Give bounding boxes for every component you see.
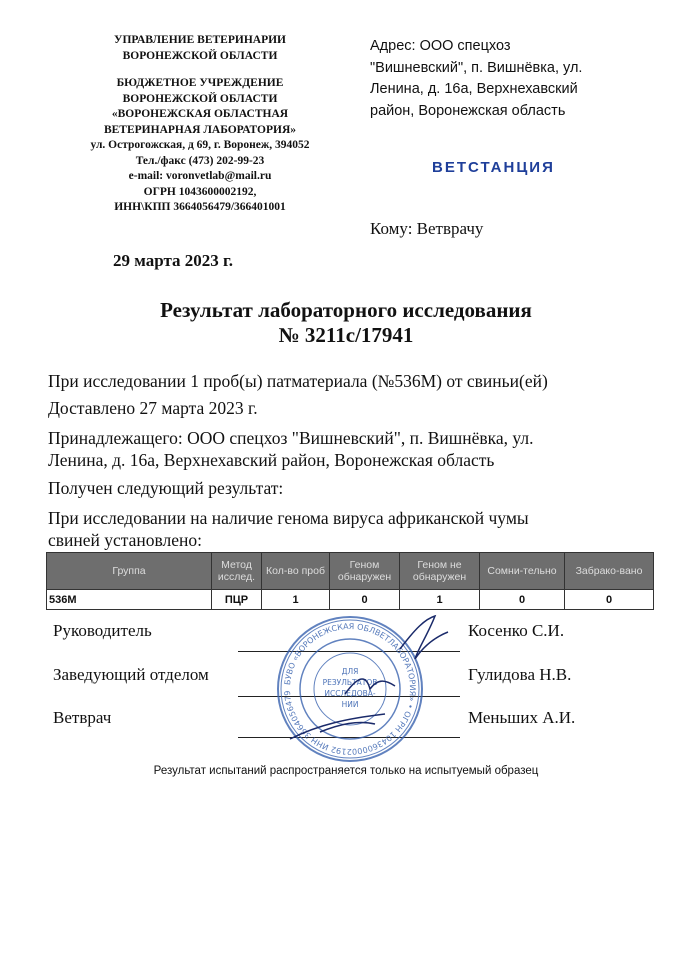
col-doubtful: Сомни-тельно: [480, 553, 565, 590]
signature-role: Ветврач: [53, 708, 112, 727]
owner-line: Принадлежащего: ООО спецхоз "Вишневский", п. Вишнёвка, ул.: [48, 428, 534, 448]
cell-count: 1: [262, 590, 330, 610]
address-line: район, Воронежская область: [370, 102, 566, 119]
cell-not-detected: 1: [400, 590, 480, 610]
header-line: Тел./факс (473) 202-99-23: [135, 154, 265, 167]
svg-text:ДЛЯ: ДЛЯ: [341, 667, 359, 676]
results-table: [46, 552, 654, 610]
signature-role: Заведующий отделом: [53, 665, 209, 684]
body-sample: При исследовании 1 проб(ы) патматериала (№536М) от свиньи(ей): [48, 371, 548, 391]
cell-rejected: 0: [565, 590, 654, 610]
header-line: e-mail: voronvetlab@mail.ru: [128, 170, 272, 182]
col-group: Группа: [47, 553, 212, 590]
table-row: [47, 590, 654, 610]
study-line: свиней установлено:: [48, 530, 203, 550]
body-delivered: Доставлено 27 марта 2023 г.: [48, 398, 258, 418]
recipient: Кому: Ветврачу: [370, 219, 484, 238]
cell-group: 536М: [47, 590, 212, 610]
header-line: ИНН\КПП 3664056479/366401001: [114, 201, 286, 213]
owner-line: Ленина, д. 16а, Верхнехавский район, Воронежская область: [48, 450, 495, 470]
official-stamp: [250, 614, 450, 764]
header-line: ВЕТЕРИНАРНАЯ ЛАБОРАТОРИЯ»: [103, 123, 297, 136]
header-line: ОГРН 1043600002192,: [143, 185, 257, 198]
header-line: ул. Острогожская, д 69, г. Воронеж, 394052: [90, 139, 310, 151]
col-not-detected: Геном не обнаружен: [400, 553, 480, 590]
address-block: [370, 36, 670, 122]
header-line: БЮДЖЕТНОЕ УЧРЕЖДЕНИЕ: [116, 77, 284, 89]
col-count: Кол-во проб: [262, 553, 330, 590]
organization-header: [60, 33, 340, 216]
signature-name: Косенко С.И.: [468, 621, 565, 640]
document-title: [0, 298, 692, 348]
body-owner: [48, 427, 668, 471]
col-detected: Геном обнаружен: [330, 553, 400, 590]
header-line: УПРАВЛЕНИЕ ВЕТЕРИНАРИИ: [114, 34, 286, 46]
col-rejected: Забрако-вано: [565, 553, 654, 590]
body-result-intro: Получен следующий результат:: [48, 478, 284, 498]
col-method: Метод исслед.: [212, 553, 262, 590]
cell-detected: 0: [330, 590, 400, 610]
header-line: ВОРОНЕЖСКОЙ ОБЛАСТИ: [122, 92, 278, 105]
vet-station-stamp: ВЕТСТАНЦИЯ: [432, 159, 555, 176]
cell-doubtful: 0: [480, 590, 565, 610]
signature-name: Гулидова Н.В.: [468, 665, 572, 684]
svg-text:РЕЗУЛЬТАТОВ: РЕЗУЛЬТАТОВ: [322, 678, 378, 687]
signature-role: Руководитель: [53, 621, 152, 640]
document-date: 29 марта 2023 г.: [113, 251, 234, 270]
address-line: Ленина, д. 16а, Верхнехавский: [370, 81, 578, 97]
svg-text:ИССЛЕДОВА-: ИССЛЕДОВА-: [324, 689, 376, 698]
svg-text:НИИ: НИИ: [341, 700, 359, 709]
body-study: [48, 507, 668, 551]
header-line: ВОРОНЕЖСКОЙ ОБЛАСТИ: [122, 49, 278, 62]
cell-method: ПЦР: [212, 590, 262, 610]
signature-name: Меньших А.И.: [468, 708, 576, 727]
address-line: Адрес: ООО спецхоз: [370, 38, 511, 54]
study-line: При исследовании на наличие генома вируса африканской чумы: [48, 508, 529, 528]
address-line: "Вишневский", п. Вишнёвка, ул.: [370, 59, 583, 76]
table-header-row: [47, 553, 654, 590]
svg-text:БУВО «ВОРОНЕЖСКАЯ ОБЛВЕТЛАБОРА: БУВО «ВОРОНЕЖСКАЯ ОБЛВЕТЛАБОРАТОРИЯ» • ОГРН 1043600002192 ИНН 3664056479: [282, 621, 418, 757]
header-line: «ВОРОНЕЖСКАЯ ОБЛАСТНАЯ: [111, 108, 289, 120]
document-number: № 3211с/17941: [278, 323, 414, 347]
footer-note: Результат испытаний распространяется только на испытуемый образец: [153, 765, 539, 777]
title-line: Результат лабораторного исследования: [160, 298, 532, 322]
